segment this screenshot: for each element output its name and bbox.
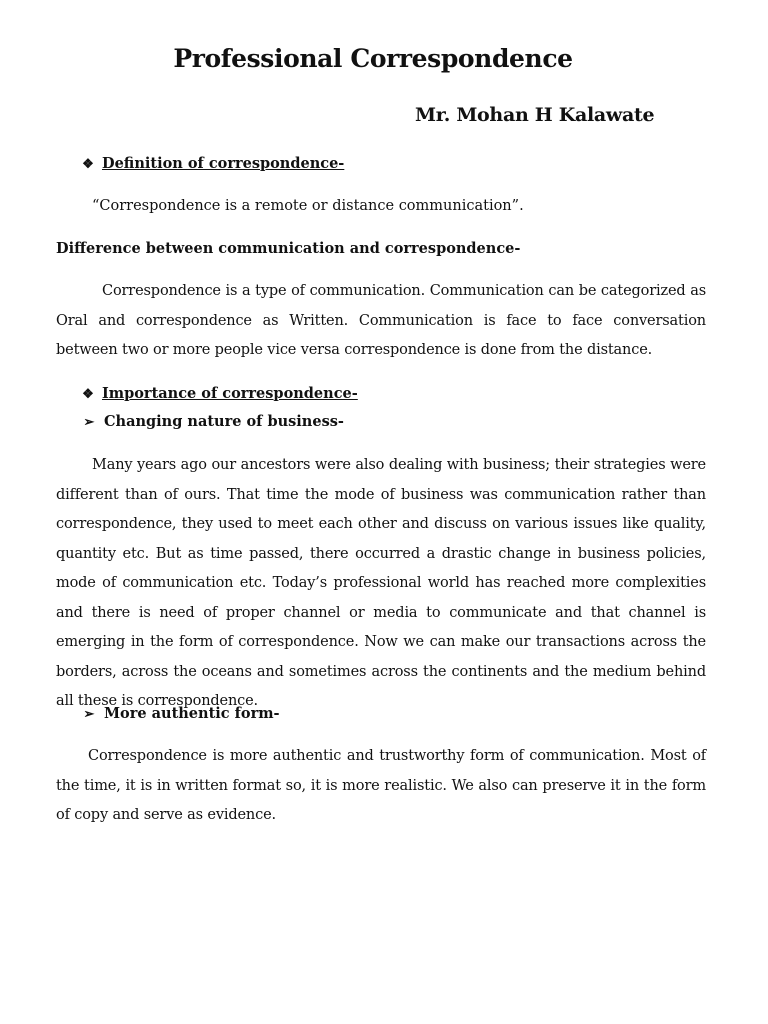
difference-heading: Difference between communication and correspondence- xyxy=(56,240,521,257)
changing-nature-heading xyxy=(82,413,344,430)
page-title: Professional Correspondence xyxy=(173,44,573,73)
authentic-paragraph: Correspondence is more authentic and trustworthy form of communication. Most of the time, it is in written format so, it is more realistic. We also can preserve it in the form of copy and serve as evidence. xyxy=(56,748,706,823)
definition-heading-text: Definition of correspondence- xyxy=(102,155,345,172)
definition-quote: “Correspondence is a remote or distance communication”. xyxy=(92,198,524,214)
importance-heading xyxy=(80,385,358,402)
changing-nature-paragraph: Many years ago our ancestors were also dealing with business; their strategies were different than of ours. That time the mode of business was communication rather than correspondence, they used to meet each other and discuss on various issues like quality, quantity etc. But as time passed, there occurred a drastic change in business policies, mode of communication etc. Today’s professional world has reached more complexities and there is need of proper channel or media to communicate and that channel is emerging in the form of correspondence. Now we can make our transactions across the borders, across the oceans and sometimes across the continents and the medium behind all these is correspondence. xyxy=(56,457,706,709)
definition-heading xyxy=(80,155,344,172)
authentic-heading-text: More authentic form- xyxy=(104,705,280,722)
difference-paragraph: Correspondence is a type of communication. Communication can be categorized as Oral and correspondence as Written. Communication is face to face conversation between two or more people vice versa correspondence is done from the distance. xyxy=(56,283,706,358)
changing-nature-heading-text: Changing nature of business- xyxy=(104,413,344,430)
diamond-bullet-icon: ❖ xyxy=(82,157,94,172)
arrow-bullet-icon: ➢ xyxy=(83,415,95,430)
authentic-heading xyxy=(82,705,280,722)
diamond-bullet-icon: ❖ xyxy=(82,387,94,402)
arrow-bullet-icon: ➢ xyxy=(83,707,95,722)
importance-heading-text: Importance of correspondence- xyxy=(102,385,358,402)
author-name: Mr. Mohan H Kalawate xyxy=(415,104,655,126)
